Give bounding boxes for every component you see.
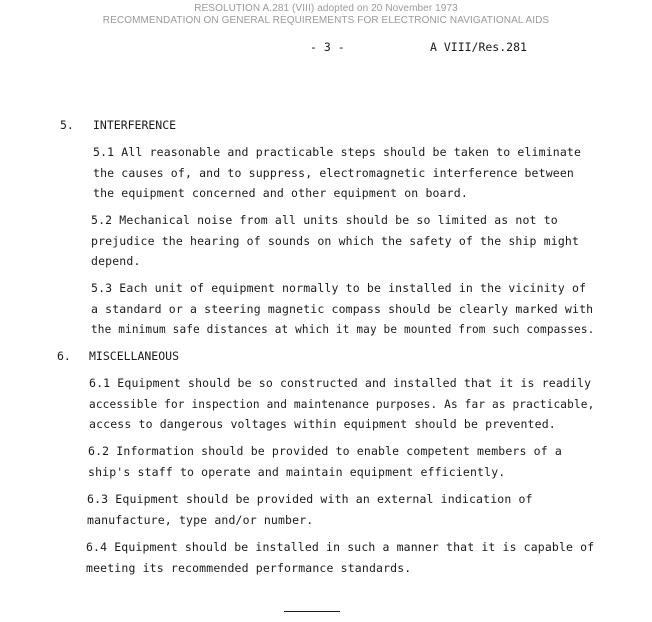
paragraph-5-1-line: 5.1 All reasonable and practicable steps should be taken to eliminate — [93, 145, 582, 159]
section-5-title: INTERFERENCE — [93, 118, 177, 132]
paragraph-5-2-line: depend. — [91, 254, 141, 268]
recommendation-header: RECOMMENDATION ON GENERAL REQUIREMENTS FOR ELECTRONIC NAVIGATIONAL AIDS — [102, 15, 550, 26]
page-number: - 3 - — [310, 40, 345, 54]
paragraph-6-2-line: 6.2 Information should be provided to enable competent members of a — [88, 444, 562, 458]
paragraph-6-1-line: access to dangerous voltages within equipment should be prevented. — [89, 417, 556, 431]
section-6-title: MISCELLANEOUS — [89, 349, 180, 363]
paragraph-5-3-line: the minimum safe distances at which it may be mounted from such compasses. — [91, 322, 595, 336]
end-rule — [284, 611, 340, 612]
paragraph-6-4-line: meeting its recommended performance standards. — [86, 561, 412, 575]
paragraph-5-3-line: a standard or a steering magnetic compass should be clearly marked with — [91, 302, 594, 316]
paragraph-6-1-line: 6.1 Equipment should be so constructed and installed that it is readily — [89, 376, 592, 390]
section-5-number: 5. — [60, 118, 74, 132]
paragraph-5-1-line: the equipment concerned and other equipment on board. — [93, 186, 468, 200]
resolution-header: RESOLUTION A.281 (VIII) adopted on 20 November 1973 — [194, 3, 458, 14]
paragraph-6-4-line: 6.4 Equipment should be installed in such a manner that it is capable of — [86, 540, 595, 554]
paragraph-5-2-line: prejudice the hearing of sounds on which the safety of the ship might — [91, 234, 580, 248]
paragraph-5-3-line: 5.3 Each unit of equipment normally to be installed in the vicinity of — [91, 281, 587, 295]
section-6-number: 6. — [57, 349, 71, 363]
paragraph-5-2-line: 5.2 Mechanical noise from all units should be so limited as not to — [91, 213, 558, 227]
paragraph-6-3-line: manufacture, type and/or number. — [87, 513, 314, 527]
paragraph-5-1-line: the causes of, and to suppress, electromagnetic interference between — [93, 166, 575, 180]
paragraph-6-2-line: ship's staff to operate and maintain equipment efficiently. — [88, 465, 506, 479]
document-reference: A VIII/Res.281 — [430, 40, 527, 54]
paragraph-6-1-line: accessible for inspection and maintenance purposes. As far as practicable, — [89, 397, 595, 411]
paragraph-6-3-line: 6.3 Equipment should be provided with an external indication of — [87, 492, 533, 506]
